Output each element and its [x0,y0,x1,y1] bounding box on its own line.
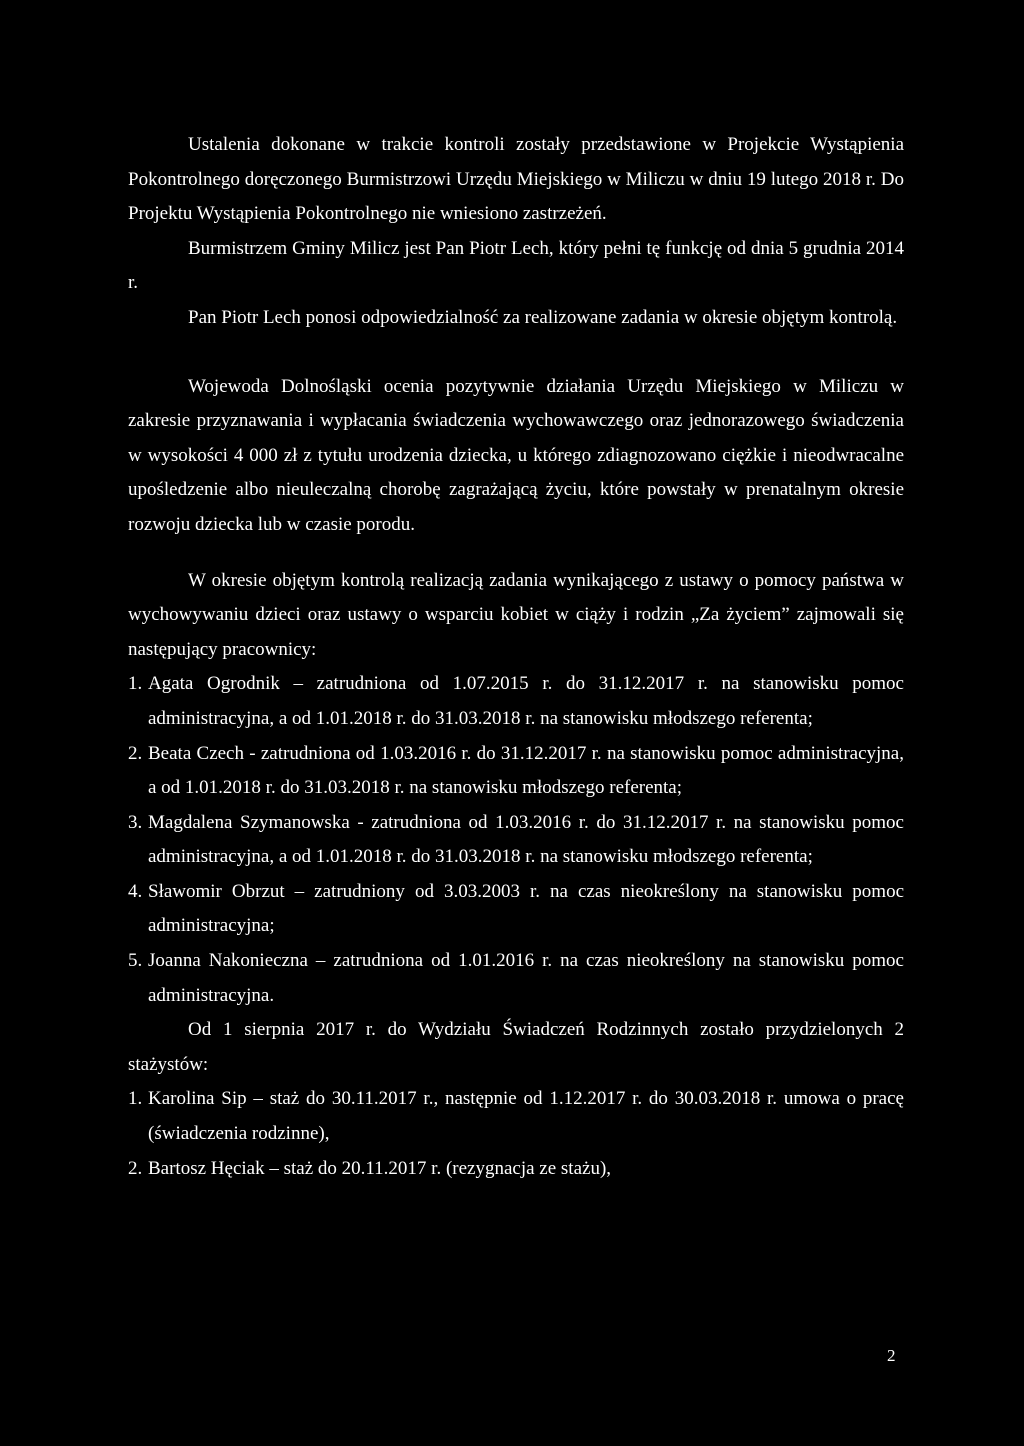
list-item-number: 4. [128,880,143,902]
list-item-text: Karolina Sip – staż do 30.11.2017 r., następnie od 1.12.2017 r. do 30.03.2018 r. umowa o pracę (świadczenia rodzinne), [148,1088,904,1145]
intro-paragraph-responsibility: Pan Piotr Lech ponosi odpowiedzialność za realizowane zadania w okresie objętym kontrolą. [188,306,898,328]
intro-paragraph-mayor: Burmistrzem Gminy Milicz jest Pan Piotr Lech, który pełni tę funkcję od dnia 5 grudnia 2014 r. [128,237,904,294]
list-item-number: 2. [128,1157,143,1179]
staff-list-item [128,944,904,1013]
list-item-number: 1. [128,673,143,695]
list-item-number: 5. [128,950,143,972]
assessment-paragraph: Wojewoda Dolnośląski ocenia pozytywnie działania Urzędu Miejskiego w Miliczu w zakresie przyznawania i wypłacania świadczenia wychowawczego oraz jednorazowego świadczenia w wysokości 4 000 zł z tytułu urodzenia dziecka, u którego zdiagnozowano ciężkie i nieodwracalne upośledzenie albo nieuleczalną chorobę zagrażającą życiu, które powstały w prenatalnym okresie rozwoju dziecka lub w czasie porodu. [128,375,904,535]
staff-list [128,667,904,1013]
staff-list-item [128,737,904,806]
list-item-text: Agata Ogrodnik – zatrudniona od 1.07.2015 r. do 31.12.2017 r. na stanowisku pomoc administracyjna, a od 1.01.2018 r. do 31.03.2018 r. na stanowisku młodszego referenta; [148,673,904,729]
page-number: 2 [887,1346,896,1365]
list-item-text: Sławomir Obrzut – zatrudniony od 3.03.2003 r. na czas nieokreślony na stanowisku pomoc administracyjna; [148,880,904,937]
document-body [128,128,904,1186]
trainee-list-item [128,1082,904,1151]
staff-list-item [128,875,904,944]
intro-paragraph-findings: Ustalenia dokonane w trakcie kontroli zostały przedstawione w Projekcie Wystąpienia Pokontrolnego doręczonego Burmistrzowi Urzędu Miejskiego w Miliczu w dniu 19 lutego 2018 r. Do Projektu Wystąpienia Pokontrolnego nie wniesiono zastrzeżeń. [128,134,904,225]
list-item-text: Magdalena Szymanowska - zatrudniona od 1.03.2016 r. do 31.12.2017 r. na stanowisku pomoc administracyjna, a od 1.01.2018 r. do 31.03.2018 r. na stanowisku młodszego referenta; [148,811,904,868]
staff-intro-paragraph: W okresie objętym kontrolą realizacją zadania wynikającego z ustawy o pomocy państwa w wychowywaniu dzieci oraz ustawy o wsparciu kobiet w ciąży i rodzin „Za życiem” zajmowali się następujący pracownicy: [128,569,904,660]
list-item-text: Bartosz Hęciak – staż do 20.11.2017 r. (rezygnacja ze stażu), [148,1157,612,1179]
list-item-number: 1. [128,1088,143,1110]
trainees-list [128,1082,904,1186]
trainee-list-item [128,1152,904,1187]
staff-list-item [128,806,904,875]
list-item-text: Joanna Nakonieczna – zatrudniona od 1.01.2016 r. na czas nieokreślony na stanowisku pomoc administracyjna. [148,950,904,1006]
list-item-text: Beata Czech - zatrudniona od 1.03.2016 r. do 31.12.2017 r. na stanowisku pomoc administracyjna, a od 1.01.2018 r. do 31.03.2018 r. na stanowisku młodszego referenta; [148,742,904,799]
list-item-number: 2. [128,742,143,764]
staff-list-item [128,667,904,736]
trainees-intro-paragraph: Od 1 sierpnia 2017 r. do Wydziału Świadczeń Rodzinnych zostało przydzielonych 2 stażystów: [128,1019,904,1075]
list-item-number: 3. [128,811,143,833]
